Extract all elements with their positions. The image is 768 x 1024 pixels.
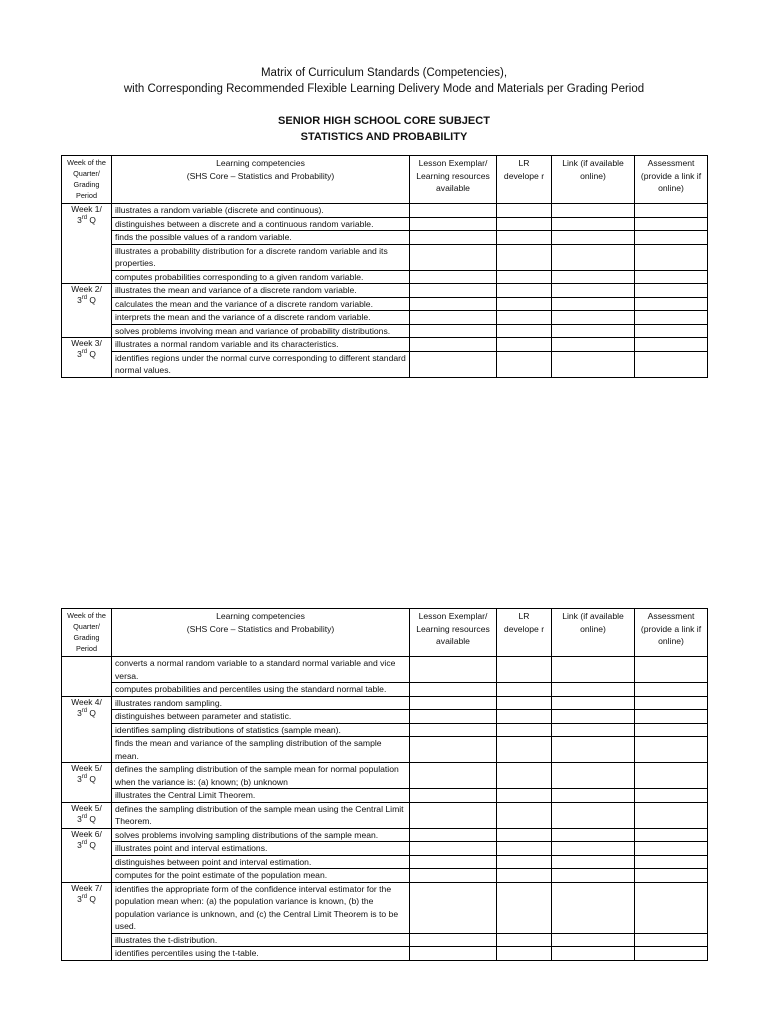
quarter-q: Q <box>87 215 96 225</box>
lr-developer-cell[interactable] <box>497 723 552 737</box>
week-label: Week 2/ <box>71 284 102 294</box>
lr-developer-cell[interactable] <box>497 737 552 763</box>
lr-developer-cell[interactable] <box>497 204 552 218</box>
quarter-suffix: rd <box>81 295 88 302</box>
quarter-label <box>65 295 108 306</box>
table-row <box>62 204 708 218</box>
lesson-cell[interactable] <box>410 828 497 842</box>
link-column-header: Link (if available online) <box>552 609 635 657</box>
table-row <box>62 869 708 883</box>
week-cell <box>62 657 112 697</box>
link-cell[interactable] <box>552 947 635 961</box>
quarter-suffix: rd <box>81 774 88 781</box>
link-cell[interactable] <box>552 842 635 856</box>
lesson-cell[interactable] <box>410 710 497 724</box>
link-cell[interactable] <box>552 789 635 803</box>
competency-cell: finds the mean and variance of the sampling distribution of the sample mean. <box>112 737 410 763</box>
competency-cell: illustrates a random variable (discrete and continuous). <box>112 204 410 218</box>
week-cell <box>62 763 112 803</box>
link-cell[interactable] <box>552 737 635 763</box>
competency-cell: finds the possible values of a random variable. <box>112 231 410 245</box>
lesson-cell[interactable] <box>410 204 497 218</box>
lr-developer-column-header: LR develope r <box>497 156 552 204</box>
lr-developer-cell[interactable] <box>497 231 552 245</box>
lr-developer-column-header: LR develope r <box>497 609 552 657</box>
quarter-label <box>65 708 108 719</box>
quarter-number: 3 <box>77 839 82 850</box>
link-cell[interactable] <box>552 270 635 284</box>
assessment-cell[interactable] <box>635 828 708 842</box>
competency-cell: calculates the mean and the variance of a discrete random variable. <box>112 297 410 311</box>
table-row <box>62 855 708 869</box>
table-row <box>62 284 708 298</box>
lr-developer-cell[interactable] <box>497 338 552 352</box>
lr-developer-cell[interactable] <box>497 657 552 683</box>
table-row <box>62 737 708 763</box>
lesson-cell[interactable] <box>410 763 497 789</box>
competency-cell: solves problems involving mean and variance of probability distributions. <box>112 324 410 338</box>
subject-heading-line-1: SENIOR HIGH SCHOOL CORE SUBJECT <box>278 115 490 127</box>
table-row <box>62 723 708 737</box>
link-cell[interactable] <box>552 297 635 311</box>
link-cell[interactable] <box>552 204 635 218</box>
lesson-cell[interactable] <box>410 351 497 377</box>
lesson-cell[interactable] <box>410 696 497 710</box>
lr-developer-cell[interactable] <box>497 855 552 869</box>
lesson-cell[interactable] <box>410 324 497 338</box>
table-row <box>62 217 708 231</box>
week-cell <box>62 828 112 882</box>
lesson-cell[interactable] <box>410 297 497 311</box>
week-label: Week 7/ <box>71 882 102 893</box>
table-row <box>62 763 708 789</box>
link-cell[interactable] <box>552 933 635 947</box>
quarter-number: 3 <box>77 893 82 904</box>
table-row <box>62 696 708 710</box>
competency-cell: defines the sampling distribution of the sample mean using the Central Limit Theorem. <box>112 802 410 828</box>
lr-developer-cell[interactable] <box>497 324 552 338</box>
week-column-header: Week of the Quarter/ Grading Period <box>62 156 112 204</box>
assessment-cell[interactable] <box>635 855 708 869</box>
assessment-cell[interactable] <box>635 763 708 789</box>
assessment-cell[interactable] <box>635 284 708 298</box>
lr-developer-cell[interactable] <box>497 828 552 842</box>
assessment-cell[interactable] <box>635 737 708 763</box>
assessment-cell[interactable] <box>635 842 708 856</box>
competency-cell: distinguishes between a discrete and a continuous random variable. <box>112 217 410 231</box>
lesson-cell[interactable] <box>410 737 497 763</box>
link-cell[interactable] <box>552 855 635 869</box>
competency-cell: computes probabilities and percentiles using the standard normal table. <box>112 683 410 697</box>
competency-matrix-table-1 <box>61 155 708 378</box>
quarter-suffix: rd <box>81 839 88 846</box>
week-cell <box>62 802 112 828</box>
lesson-cell[interactable] <box>410 882 497 933</box>
quarter-q: Q <box>87 893 96 904</box>
lesson-cell[interactable] <box>410 338 497 352</box>
table-row <box>62 297 708 311</box>
lesson-cell[interactable] <box>410 683 497 697</box>
competency-cell: defines the sampling distribution of the sample mean for normal population when the variance is: (a) known; (b) unknown <box>112 763 410 789</box>
competency-cell: identifies regions under the normal curve corresponding to different standard normal values. <box>112 351 410 377</box>
competency-cell: solves problems involving sampling distributions of the sample mean. <box>112 828 410 842</box>
link-cell[interactable] <box>552 763 635 789</box>
competency-cell: identifies percentiles using the t-table. <box>112 947 410 961</box>
quarter-suffix: rd <box>81 813 88 820</box>
lr-developer-cell[interactable] <box>497 842 552 856</box>
lr-developer-cell[interactable] <box>497 802 552 828</box>
quarter-suffix: rd <box>81 893 88 900</box>
assessment-cell[interactable] <box>635 231 708 245</box>
lesson-cell[interactable] <box>410 802 497 828</box>
assessment-cell[interactable] <box>635 696 708 710</box>
quarter-label <box>65 894 108 905</box>
quarter-label <box>65 215 108 226</box>
table-header-row <box>62 609 708 657</box>
link-cell[interactable] <box>552 311 635 325</box>
competency-cell: converts a normal random variable to a standard normal variable and vice versa. <box>112 657 410 683</box>
competency-cell: distinguishes between parameter and statistic. <box>112 710 410 724</box>
assessment-cell[interactable] <box>635 338 708 352</box>
quarter-q: Q <box>87 707 96 718</box>
assessment-cell[interactable] <box>635 802 708 828</box>
competency-cell: identifies sampling distributions of statistics (sample mean). <box>112 723 410 737</box>
quarter-suffix: rd <box>81 215 88 222</box>
competencies-header-line-1: Learning competencies <box>216 611 305 621</box>
quarter-number: 3 <box>77 813 82 824</box>
lr-developer-cell[interactable] <box>497 244 552 270</box>
week-cell <box>62 338 112 378</box>
assessment-cell[interactable] <box>635 869 708 883</box>
lr-developer-cell[interactable] <box>497 763 552 789</box>
assessment-cell[interactable] <box>635 789 708 803</box>
assessment-cell[interactable] <box>635 723 708 737</box>
competency-cell: interprets the mean and the variance of a discrete random variable. <box>112 311 410 325</box>
assessment-cell[interactable] <box>635 882 708 933</box>
lesson-cell[interactable] <box>410 869 497 883</box>
lesson-cell[interactable] <box>410 244 497 270</box>
table-row <box>62 842 708 856</box>
competency-cell: illustrates a normal random variable and its characteristics. <box>112 338 410 352</box>
quarter-label <box>65 349 108 360</box>
lesson-cell[interactable] <box>410 855 497 869</box>
week-cell <box>62 882 112 960</box>
lr-developer-cell[interactable] <box>497 351 552 377</box>
lr-developer-cell[interactable] <box>497 869 552 883</box>
assessment-column-header: Assessment (provide a link if online) <box>635 156 708 204</box>
week-cell <box>62 284 112 338</box>
lesson-cell[interactable] <box>410 789 497 803</box>
competency-cell: computes for the point estimate of the population mean. <box>112 869 410 883</box>
week-label: Week 4/ <box>71 696 102 707</box>
link-cell[interactable] <box>552 231 635 245</box>
assessment-cell[interactable] <box>635 270 708 284</box>
competencies-header-line-2: (SHS Core – Statistics and Probability) <box>186 623 335 634</box>
quarter-number: 3 <box>77 349 82 359</box>
assessment-cell[interactable] <box>635 311 708 325</box>
quarter-q: Q <box>87 295 96 305</box>
link-cell[interactable] <box>552 244 635 270</box>
competency-cell: illustrates a probability distribution for a discrete random variable and its properties. <box>112 244 410 270</box>
assessment-cell[interactable] <box>635 710 708 724</box>
table-row <box>62 947 708 961</box>
competency-cell: illustrates random sampling. <box>112 696 410 710</box>
quarter-label <box>65 814 108 825</box>
quarter-suffix: rd <box>81 707 88 714</box>
competency-cell: computes probabilities corresponding to a given random variable. <box>112 270 410 284</box>
link-cell[interactable] <box>552 683 635 697</box>
lesson-column-header: Lesson Exemplar/ Learning resources available <box>410 156 497 204</box>
link-cell[interactable] <box>552 802 635 828</box>
lesson-cell[interactable] <box>410 947 497 961</box>
lesson-cell[interactable] <box>410 270 497 284</box>
week-cell <box>62 696 112 763</box>
assessment-cell[interactable] <box>635 217 708 231</box>
lr-developer-cell[interactable] <box>497 297 552 311</box>
lr-developer-cell[interactable] <box>497 947 552 961</box>
competency-cell: illustrates the t-distribution. <box>112 933 410 947</box>
quarter-number: 3 <box>77 215 82 225</box>
competency-cell: identifies the appropriate form of the confidence interval estimator for the population mean when: (a) the population variance is known, (b) the population variance is unknown, and (c) the Central Limit Theorem is to be used. <box>112 882 410 933</box>
table-row <box>62 270 708 284</box>
link-cell[interactable] <box>552 338 635 352</box>
link-column-header: Link (if available online) <box>552 156 635 204</box>
lesson-cell[interactable] <box>410 231 497 245</box>
lr-developer-cell[interactable] <box>497 789 552 803</box>
assessment-cell[interactable] <box>635 351 708 377</box>
lesson-cell[interactable] <box>410 723 497 737</box>
assessment-cell[interactable] <box>635 947 708 961</box>
assessment-cell[interactable] <box>635 933 708 947</box>
quarter-label <box>65 774 108 785</box>
table-row <box>62 933 708 947</box>
document-title-line-2: with Corresponding Recommended Flexible Learning Delivery Mode and Materials per Grading Period <box>123 83 645 95</box>
table-row <box>62 311 708 325</box>
quarter-q: Q <box>87 839 96 850</box>
assessment-cell[interactable] <box>635 683 708 697</box>
link-cell[interactable] <box>552 284 635 298</box>
table-row <box>62 324 708 338</box>
link-cell[interactable] <box>552 324 635 338</box>
quarter-number: 3 <box>77 774 82 784</box>
subject-heading-line-2: STATISTICS AND PROBABILITY <box>300 131 468 143</box>
table-row <box>62 882 708 933</box>
table-1-body <box>62 204 708 378</box>
lesson-cell[interactable] <box>410 284 497 298</box>
table-row <box>62 231 708 245</box>
competencies-header-line-2: (SHS Core – Statistics and Probability) <box>186 170 335 181</box>
competency-cell: distinguishes between point and interval estimation. <box>112 855 410 869</box>
assessment-column-header: Assessment (provide a link if online) <box>635 609 708 657</box>
quarter-q: Q <box>87 349 96 359</box>
table-row <box>62 710 708 724</box>
table-row <box>62 244 708 270</box>
table-row <box>62 828 708 842</box>
lesson-cell[interactable] <box>410 217 497 231</box>
lr-developer-cell[interactable] <box>497 933 552 947</box>
competencies-column-header <box>112 609 410 657</box>
lesson-cell[interactable] <box>410 842 497 856</box>
assessment-cell[interactable] <box>635 297 708 311</box>
competency-matrix-table-2 <box>61 608 708 961</box>
week-label: Week 1/ <box>71 204 102 214</box>
week-label: Week 5/ <box>71 763 102 773</box>
lr-developer-cell[interactable] <box>497 696 552 710</box>
lr-developer-cell[interactable] <box>497 710 552 724</box>
link-cell[interactable] <box>552 882 635 933</box>
link-cell[interactable] <box>552 217 635 231</box>
quarter-suffix: rd <box>81 349 88 356</box>
quarter-q: Q <box>87 813 96 824</box>
assessment-cell[interactable] <box>635 204 708 218</box>
table-row <box>62 683 708 697</box>
week-cell <box>62 204 112 284</box>
table-2-body <box>62 657 708 961</box>
week-label: Week 5/ <box>71 802 102 813</box>
table-row <box>62 802 708 828</box>
table-row <box>62 338 708 352</box>
quarter-q: Q <box>87 774 96 784</box>
lesson-column-header: Lesson Exemplar/ Learning resources available <box>410 609 497 657</box>
link-cell[interactable] <box>552 710 635 724</box>
link-cell[interactable] <box>552 657 635 683</box>
link-cell[interactable] <box>552 828 635 842</box>
competencies-column-header <box>112 156 410 204</box>
table-row <box>62 351 708 377</box>
link-cell[interactable] <box>552 696 635 710</box>
lr-developer-cell[interactable] <box>497 284 552 298</box>
quarter-number: 3 <box>77 295 82 305</box>
assessment-cell[interactable] <box>635 657 708 683</box>
table-row <box>62 789 708 803</box>
lesson-cell[interactable] <box>410 657 497 683</box>
competencies-header-line-1: Learning competencies <box>216 158 305 168</box>
competency-cell: illustrates the Central Limit Theorem. <box>112 789 410 803</box>
document-title-line-1: Matrix of Curriculum Standards (Competencies), <box>260 67 508 79</box>
quarter-number: 3 <box>77 707 82 718</box>
assessment-cell[interactable] <box>635 324 708 338</box>
lesson-cell[interactable] <box>410 311 497 325</box>
lr-developer-cell[interactable] <box>497 882 552 933</box>
lr-developer-cell[interactable] <box>497 683 552 697</box>
lr-developer-cell[interactable] <box>497 217 552 231</box>
link-cell[interactable] <box>552 869 635 883</box>
lr-developer-cell[interactable] <box>497 270 552 284</box>
lesson-cell[interactable] <box>410 933 497 947</box>
week-label: Week 6/ <box>71 828 102 839</box>
table-row <box>62 657 708 683</box>
week-label: Week 3/ <box>71 338 102 348</box>
assessment-cell[interactable] <box>635 244 708 270</box>
link-cell[interactable] <box>552 723 635 737</box>
competency-cell: illustrates point and interval estimations. <box>112 842 410 856</box>
lr-developer-cell[interactable] <box>497 311 552 325</box>
link-cell[interactable] <box>552 351 635 377</box>
quarter-label <box>65 840 108 851</box>
week-column-header: Week of the Quarter/ Grading Period <box>62 609 112 657</box>
table-header-row <box>62 156 708 204</box>
competency-cell: illustrates the mean and variance of a discrete random variable. <box>112 284 410 298</box>
